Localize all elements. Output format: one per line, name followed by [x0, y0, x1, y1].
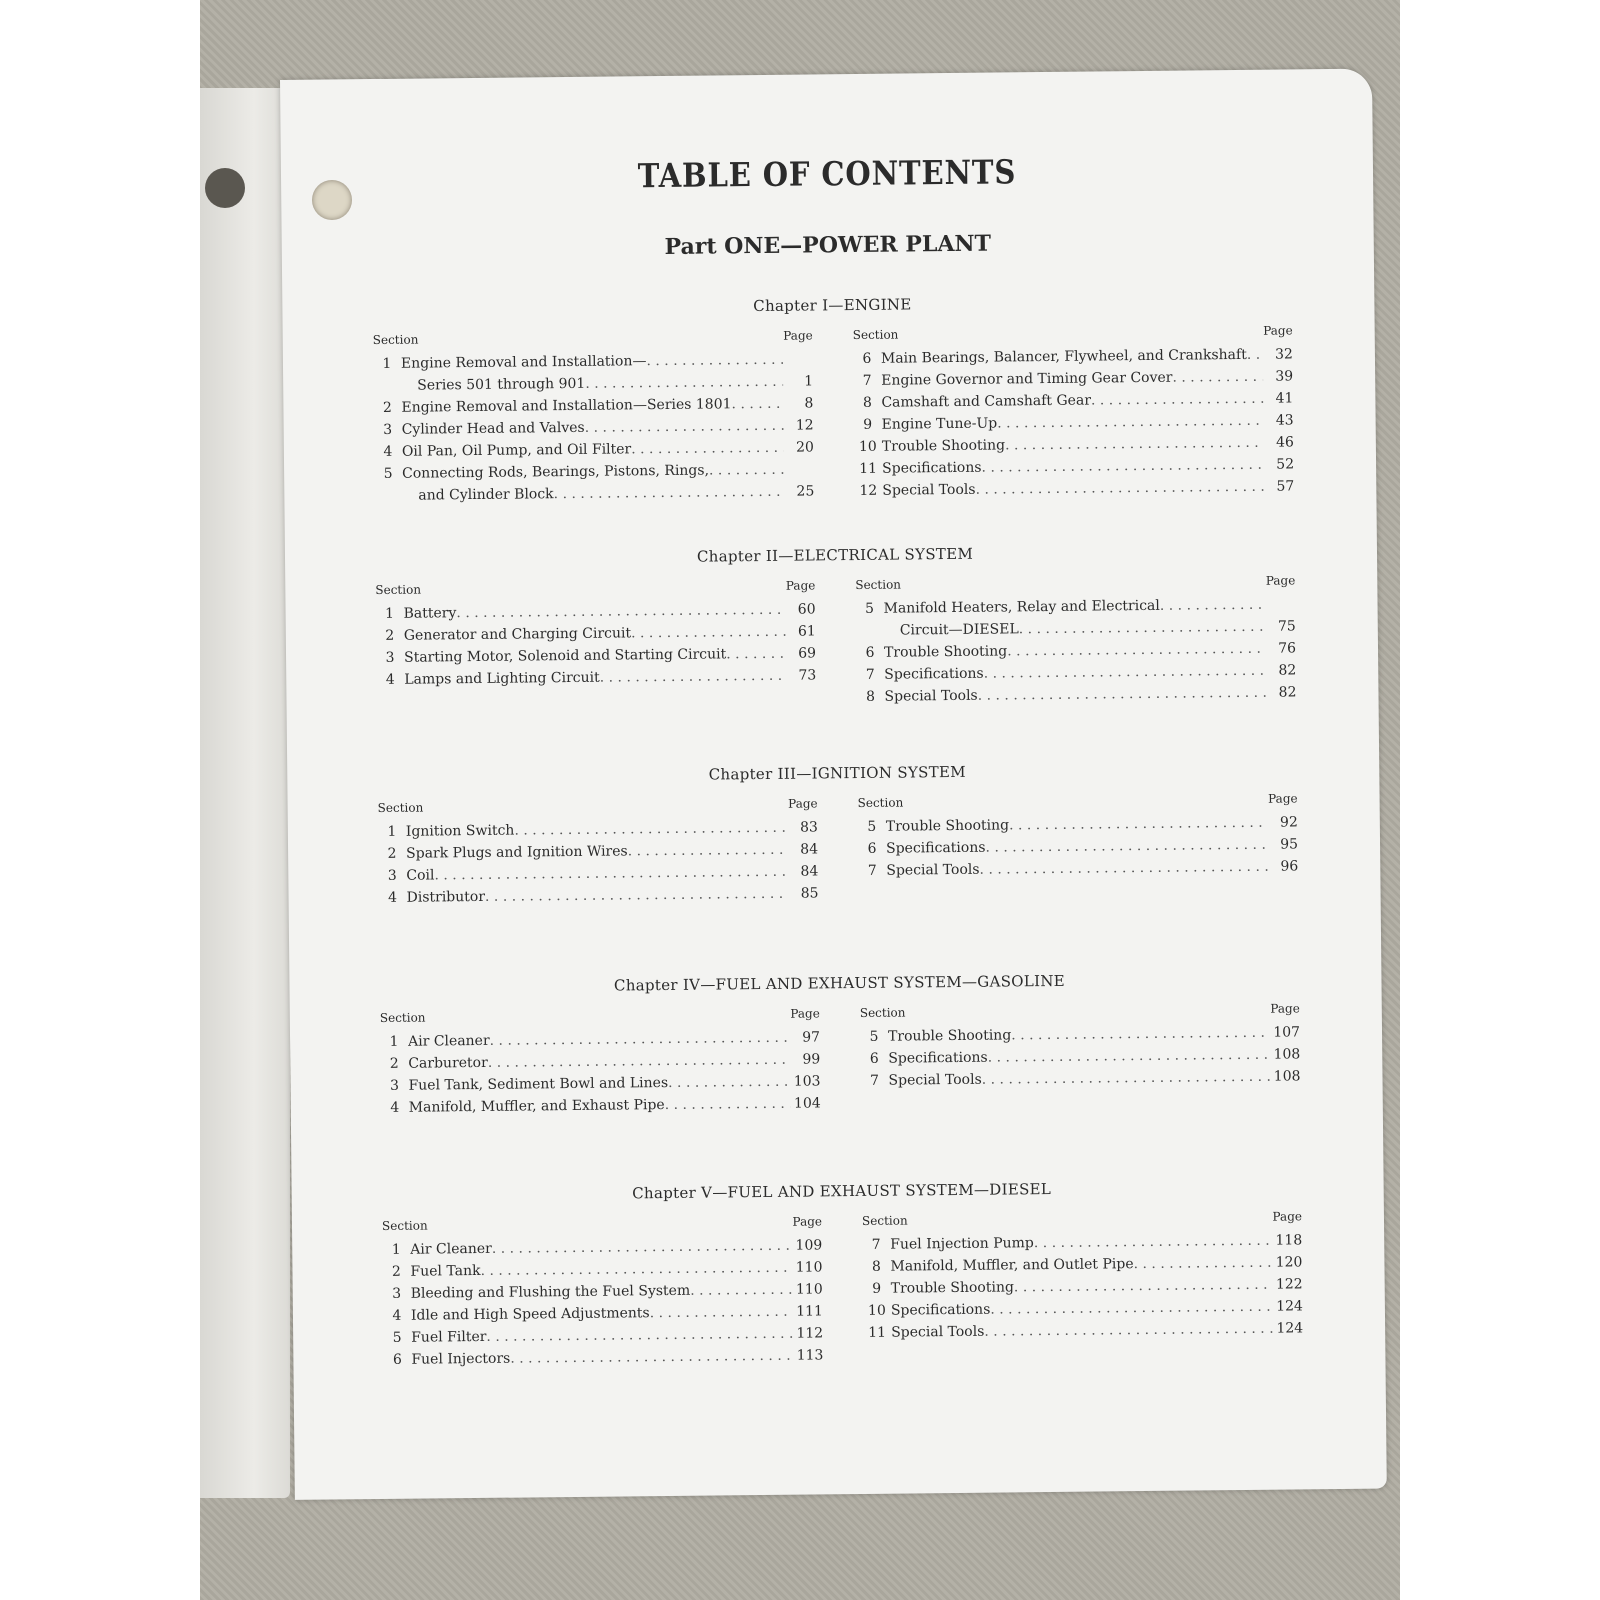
page-number: 108: [1273, 1068, 1301, 1085]
left-column: [378, 796, 819, 909]
section-title: Fuel Filter: [411, 1328, 487, 1346]
section-number: 7: [867, 862, 877, 879]
section-title: Connecting Rods, Bearings, Pistons, Rings,: [402, 462, 710, 482]
page-number: 104: [793, 1095, 821, 1112]
toc-entry: [381, 1092, 821, 1119]
page-header: Page: [1263, 323, 1293, 338]
page-number: 82: [1278, 684, 1297, 701]
section-header: Section: [381, 1218, 428, 1233]
page-number: 52: [1276, 456, 1295, 473]
section-title: Battery: [403, 605, 457, 622]
section-title: Main Bearings, Balancer, Flywheel, and Crankshaft: [880, 346, 1247, 367]
page-number: 99: [802, 1051, 821, 1068]
section-title-wrap: [882, 476, 1264, 502]
section-title: Special Tools: [882, 481, 976, 499]
right-column: [860, 1001, 1301, 1114]
section-title: Specifications: [888, 1049, 988, 1067]
page-number: 12: [795, 417, 814, 434]
section-number: 3: [385, 649, 395, 666]
toc-entry: [854, 475, 1294, 502]
section-title: Special Tools: [888, 1071, 982, 1089]
section-header: Section: [859, 1005, 906, 1020]
left-column: [373, 328, 815, 507]
column-header: [858, 791, 1298, 812]
chapter-3: [377, 759, 1298, 909]
section-number: 7: [871, 1236, 881, 1253]
column-header: [378, 796, 818, 817]
section-title: Special Tools: [891, 1323, 985, 1341]
page-header: Page: [1272, 1209, 1303, 1224]
column-header: [375, 578, 815, 599]
column-header: [862, 1209, 1302, 1230]
page-number: 124: [1276, 1320, 1304, 1337]
page-number: 109: [795, 1237, 823, 1254]
page-number: 1: [804, 373, 814, 390]
section-number: 9: [863, 416, 873, 433]
page-number: 113: [796, 1347, 824, 1364]
section-number: 3: [383, 421, 393, 438]
section-title: Specifications: [890, 1301, 991, 1319]
section-title: Carburetor: [408, 1054, 488, 1072]
page-number: 111: [796, 1303, 824, 1320]
section-number: 5: [867, 818, 877, 835]
section-title: Coil: [406, 867, 435, 884]
chapter-columns: [373, 323, 1295, 507]
section-number: 4: [388, 889, 398, 906]
section-number: 2: [391, 1263, 402, 1280]
chapter-2: [375, 541, 1297, 713]
section-title: Distributor: [406, 888, 486, 906]
page-header: Page: [783, 328, 813, 343]
section-title: Ignition Switch: [405, 822, 515, 840]
page-number: 92: [1279, 814, 1298, 831]
toc-entry: [858, 855, 1298, 882]
page-number: 57: [1276, 478, 1295, 495]
page-number: 43: [1275, 412, 1294, 429]
page-number: 39: [1275, 368, 1294, 385]
section-number: 3: [392, 1285, 402, 1302]
toc-entry: [374, 480, 814, 507]
section-number: 2: [389, 1055, 399, 1072]
section-number: 10: [858, 438, 877, 455]
section-number: 1: [382, 355, 392, 372]
section-number: 9: [872, 1280, 882, 1297]
toc-entry: [863, 1317, 1303, 1344]
left-column: [380, 1006, 821, 1119]
part-title: Part ONE—POWER PLANT: [664, 230, 992, 260]
section-number: 7: [862, 372, 872, 389]
toc-entry: [383, 1344, 823, 1371]
left-column: [382, 1214, 824, 1371]
section-title: Special Tools: [884, 687, 978, 705]
page-number: 75: [1277, 618, 1296, 635]
column-header: [853, 323, 1293, 344]
section-title: Trouble Shooting: [883, 643, 1008, 661]
page-number: 96: [1280, 858, 1299, 875]
section-number: 8: [865, 688, 876, 705]
page-number: 108: [1273, 1046, 1301, 1063]
section-title-wrap: [411, 1345, 793, 1371]
section-number: 3: [389, 1077, 400, 1094]
section-number: 5: [869, 1028, 879, 1045]
section-title: Camshaft and Camshaft Gear: [881, 392, 1092, 411]
section-number: 11: [859, 460, 878, 477]
page-number: 124: [1276, 1298, 1303, 1315]
page-number: 82: [1278, 662, 1297, 679]
page-header: Page: [785, 578, 816, 593]
chapter-columns: [382, 1209, 1304, 1371]
page-number: 76: [1278, 640, 1297, 657]
section-number: 4: [385, 671, 395, 688]
page-number: 25: [796, 483, 815, 500]
page-number: 46: [1275, 434, 1294, 451]
section-number: 4: [392, 1307, 402, 1324]
section-number: 12: [859, 482, 878, 499]
page-number: 8: [804, 395, 814, 412]
section-title: Trouble Shooting: [881, 437, 1006, 455]
section-header: Section: [855, 577, 902, 593]
section-title: Cylinder Head and Valves: [401, 419, 585, 438]
page-number: 118: [1275, 1232, 1303, 1249]
page-number: 110: [795, 1281, 823, 1298]
chapter-4: [379, 969, 1300, 1119]
page-header: Page: [790, 1006, 820, 1021]
section-title: Special Tools: [886, 861, 980, 879]
section-title: Trouble Shooting: [885, 817, 1010, 835]
section-title-wrap: [884, 682, 1266, 708]
section-title: Specifications: [882, 459, 982, 477]
section-title-wrap: [886, 856, 1268, 882]
section-title: Fuel Injectors: [411, 1350, 511, 1368]
page-header: Page: [792, 1214, 823, 1229]
page-number: 107: [1273, 1024, 1301, 1041]
column-header: [373, 328, 813, 349]
section-title: Trouble Shooting: [890, 1279, 1014, 1297]
section-title: Fuel Injection Pump: [890, 1235, 1034, 1253]
section-header: Section: [857, 795, 904, 810]
section-header: Section: [379, 1010, 426, 1026]
page-number: 69: [798, 645, 817, 662]
page-number: 84: [800, 863, 819, 880]
section-number: 5: [383, 465, 393, 482]
section-title: Trouble Shooting: [887, 1027, 1012, 1045]
section-number: 5: [392, 1329, 402, 1346]
section-number: 1: [391, 1241, 401, 1258]
page-header: Page: [1270, 1001, 1300, 1016]
section-number: 2: [385, 627, 395, 644]
section-title: Bleeding and Flushing the Fuel System: [410, 1282, 691, 1302]
section-header: Section: [372, 332, 419, 348]
toc-entry: [378, 882, 818, 909]
section-number: 7: [869, 1072, 880, 1089]
section-title: Air Cleaner: [410, 1240, 492, 1258]
page-number: 120: [1275, 1254, 1303, 1271]
right-column: [862, 1209, 1304, 1366]
page-number: 83: [799, 819, 818, 836]
section-title-wrap: [404, 665, 786, 691]
right-column: [858, 791, 1299, 904]
section-number: 1: [385, 605, 395, 622]
page-number: 60: [797, 601, 816, 618]
column-header: [382, 1214, 822, 1235]
section-title: Circuit—DIESEL: [899, 621, 1019, 639]
section-title: Manifold Heaters, Relay and Electrical: [883, 597, 1160, 617]
section-title: Engine Governor and Timing Gear Cover: [881, 369, 1173, 389]
section-title: Lamps and Lighting Circuit: [404, 669, 600, 688]
section-title-wrap: [406, 883, 788, 909]
section-title: Engine Tune-Up: [881, 415, 998, 433]
section-number: 8: [862, 394, 872, 411]
section-title: Specifications: [884, 665, 984, 683]
section-title: Fuel Tank, Sediment Bowl and Lines: [408, 1074, 669, 1094]
right-column: [853, 323, 1295, 502]
section-number: 4: [383, 443, 393, 460]
section-title: Manifold, Muffler, and Exhaust Pipe: [408, 1097, 665, 1116]
page-header: Page: [1268, 791, 1298, 806]
section-title: Starting Motor, Solenoid and Starting Circuit: [403, 646, 727, 666]
section-number: 3: [387, 867, 397, 884]
column-header: [855, 573, 1295, 594]
section-number: 6: [392, 1351, 402, 1368]
page-header: Page: [1265, 573, 1296, 588]
chapter-columns: [380, 1001, 1301, 1119]
chapter-1: [372, 291, 1294, 507]
chapter-title: Chapter V—FUEL AND EXHAUST SYSTEM—DIESEL: [632, 1179, 1052, 1203]
chapter-title: Chapter II—ELECTRICAL SYSTEM: [696, 544, 974, 566]
section-number: 6: [867, 840, 877, 857]
page-number: 122: [1275, 1276, 1303, 1293]
section-number: 1: [389, 1033, 399, 1050]
page-number: 61: [797, 623, 816, 640]
page-title: TABLE OF CONTENTS: [637, 152, 1017, 196]
section-title: and Cylinder Block: [418, 486, 554, 504]
section-header: Section: [375, 582, 422, 598]
section-title: Series 501 through 901: [417, 375, 586, 394]
toc-entry: [860, 1065, 1300, 1092]
section-title: Engine Removal and Installation—Series 1801: [401, 396, 732, 416]
section-title: Manifold, Muffler, and Outlet Pipe: [890, 1256, 1134, 1275]
column-header: [380, 1006, 820, 1027]
page-number: 73: [798, 667, 817, 684]
document-page: [280, 69, 1387, 1500]
section-number: 6: [865, 644, 875, 661]
page-number: 112: [796, 1325, 824, 1342]
section-number: 2: [387, 845, 397, 862]
section-title: Air Cleaner: [407, 1032, 490, 1050]
chapter-title: Chapter IV—FUEL AND EXHAUST SYSTEM—GASOLINE: [613, 971, 1066, 995]
section-number: 11: [868, 1324, 887, 1341]
binder-hole: [205, 168, 245, 208]
section-title: Idle and High Speed Adjustments: [410, 1305, 650, 1324]
page-number: 103: [793, 1073, 821, 1090]
section-header: Section: [377, 800, 424, 816]
page-number: 84: [800, 841, 819, 858]
right-column: [855, 573, 1296, 708]
chapter-title: Chapter III—IGNITION SYSTEM: [708, 762, 967, 784]
page-number: 85: [800, 885, 819, 902]
section-title: Fuel Tank: [410, 1262, 481, 1280]
chapter-title: Chapter I—ENGINE: [753, 295, 912, 316]
page-number: 32: [1275, 346, 1294, 363]
page-number: 97: [802, 1029, 821, 1046]
page-number: 110: [795, 1259, 823, 1276]
page-number: 41: [1275, 390, 1294, 407]
facing-page-edge: [200, 88, 290, 1498]
section-title-wrap: [888, 1066, 1270, 1092]
page-number: 20: [795, 439, 814, 456]
toc-entry: [376, 664, 816, 691]
page-number: 95: [1280, 836, 1299, 853]
left-column: [375, 578, 816, 713]
section-title: Spark Plugs and Ignition Wires: [406, 843, 628, 862]
section-title: Engine Removal and Installation—: [400, 353, 647, 372]
section-title-wrap: [402, 481, 784, 507]
section-title-wrap: [409, 1093, 791, 1119]
section-number: 1: [387, 823, 397, 840]
page-header: Page: [788, 796, 818, 811]
section-number: 5: [865, 600, 875, 617]
section-title: Specifications: [885, 839, 986, 857]
chapter-5: [382, 1177, 1304, 1371]
section-number: 2: [382, 399, 392, 416]
binder-hole: [312, 180, 352, 220]
chapter-columns: [375, 573, 1296, 713]
section-number: 10: [867, 1302, 886, 1319]
section-title: Oil Pan, Oil Pump, and Oil Filter: [401, 441, 632, 460]
section-number: 8: [871, 1258, 881, 1275]
section-title-wrap: [891, 1318, 1273, 1344]
section-number: 7: [865, 666, 875, 683]
section-header: Section: [861, 1213, 908, 1228]
toc-entry: [856, 681, 1296, 708]
section-header: Section: [852, 327, 899, 343]
section-number: 6: [862, 350, 872, 367]
column-header: [860, 1001, 1300, 1022]
section-number: 4: [390, 1099, 400, 1116]
section-title: Generator and Charging Circuit: [403, 625, 632, 644]
chapter-columns: [378, 791, 1299, 909]
section-number: 6: [869, 1050, 879, 1067]
